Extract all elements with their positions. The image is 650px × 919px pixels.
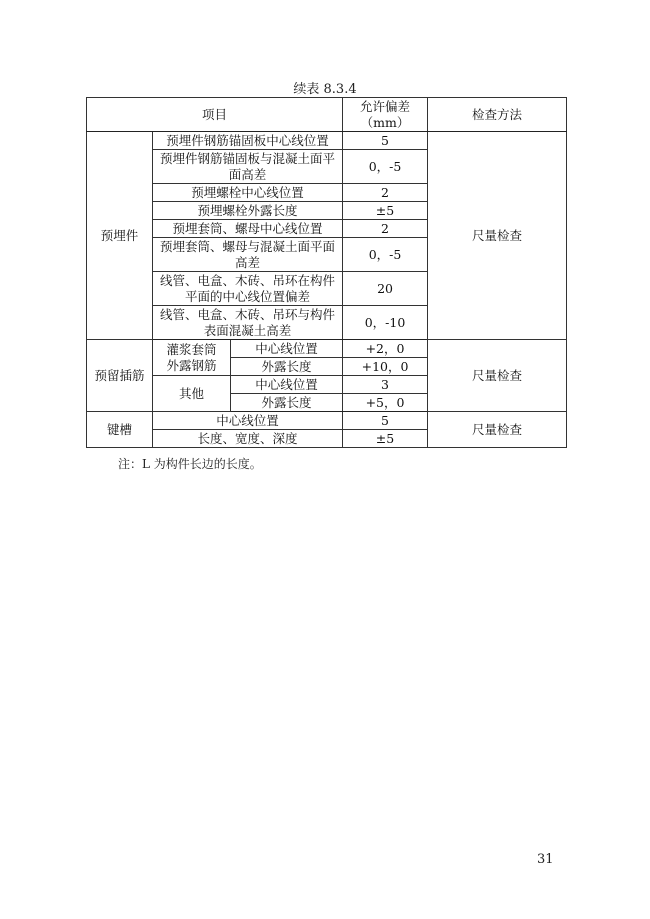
tolerance-cell: 20 [343, 272, 428, 306]
item-cell: 线管、电盒、木砖、吊环在构件平面的中心线位置偏差 [153, 272, 343, 306]
subgroup-label: 其他 [153, 376, 231, 412]
subgroup-label-line: 外露钢筋 [166, 357, 217, 373]
table-row [87, 132, 567, 150]
item-cell: 外露长度 [231, 358, 343, 376]
header-tolerance-unit: （mm） [360, 114, 410, 130]
item-cell: 预埋件钢筋锚固板与混凝土面平面高差 [153, 150, 343, 184]
item-cell: 预埋螺栓外露长度 [153, 202, 343, 220]
item-cell: 中心线位置 [231, 340, 343, 358]
tolerance-cell: 2 [343, 184, 428, 202]
table-caption: 续表 8.3.4 [293, 82, 357, 97]
item-cell: 线管、电盒、木砖、吊环与构件表面混凝土高差 [153, 306, 343, 340]
method-cell: 尺量检查 [428, 412, 567, 448]
tolerance-cell: 2 [343, 220, 428, 238]
tolerance-table [86, 97, 567, 448]
table-row [87, 412, 567, 430]
item-cell: 预埋螺栓中心线位置 [153, 184, 343, 202]
tolerance-cell: ±5 [343, 202, 428, 220]
tolerance-cell: 0，-5 [343, 150, 428, 184]
tolerance-cell: +10，0 [343, 358, 428, 376]
item-cell: 中心线位置 [231, 376, 343, 394]
subgroup-label-line: 灌浆套筒 [166, 341, 217, 357]
table-header-row [87, 98, 567, 132]
item-cell: 外露长度 [231, 394, 343, 412]
item-cell: 长度、宽度、深度 [153, 430, 343, 448]
tolerance-cell: 5 [343, 412, 428, 430]
table-row [87, 340, 567, 358]
header-tolerance-label: 允许偏差 [360, 98, 411, 114]
group-label: 键槽 [87, 412, 153, 448]
header-item: 项目 [87, 98, 343, 132]
subgroup-label [153, 340, 231, 376]
item-cell: 中心线位置 [153, 412, 343, 430]
item-cell: 预埋件钢筋锚固板中心线位置 [153, 132, 343, 150]
tolerance-cell: ±5 [343, 430, 428, 448]
tolerance-cell: 5 [343, 132, 428, 150]
method-cell: 尺量检查 [428, 132, 567, 340]
tolerance-cell: 0，-5 [343, 238, 428, 272]
item-cell: 预埋套筒、螺母与混凝土面平面高差 [153, 238, 343, 272]
tolerance-cell: +2，0 [343, 340, 428, 358]
header-method: 检查方法 [428, 98, 567, 132]
page-number: 31 [537, 852, 554, 867]
tolerance-cell: 3 [343, 376, 428, 394]
table-note: 注：L 为构件长边的长度。 [118, 457, 262, 471]
item-cell: 预埋套筒、螺母中心线位置 [153, 220, 343, 238]
header-tolerance [343, 98, 428, 132]
tolerance-cell: 0，-10 [343, 306, 428, 340]
tolerance-cell: +5，0 [343, 394, 428, 412]
group-label: 预留插筋 [87, 340, 153, 412]
group-label: 预埋件 [87, 132, 153, 340]
method-cell: 尺量检查 [428, 340, 567, 412]
